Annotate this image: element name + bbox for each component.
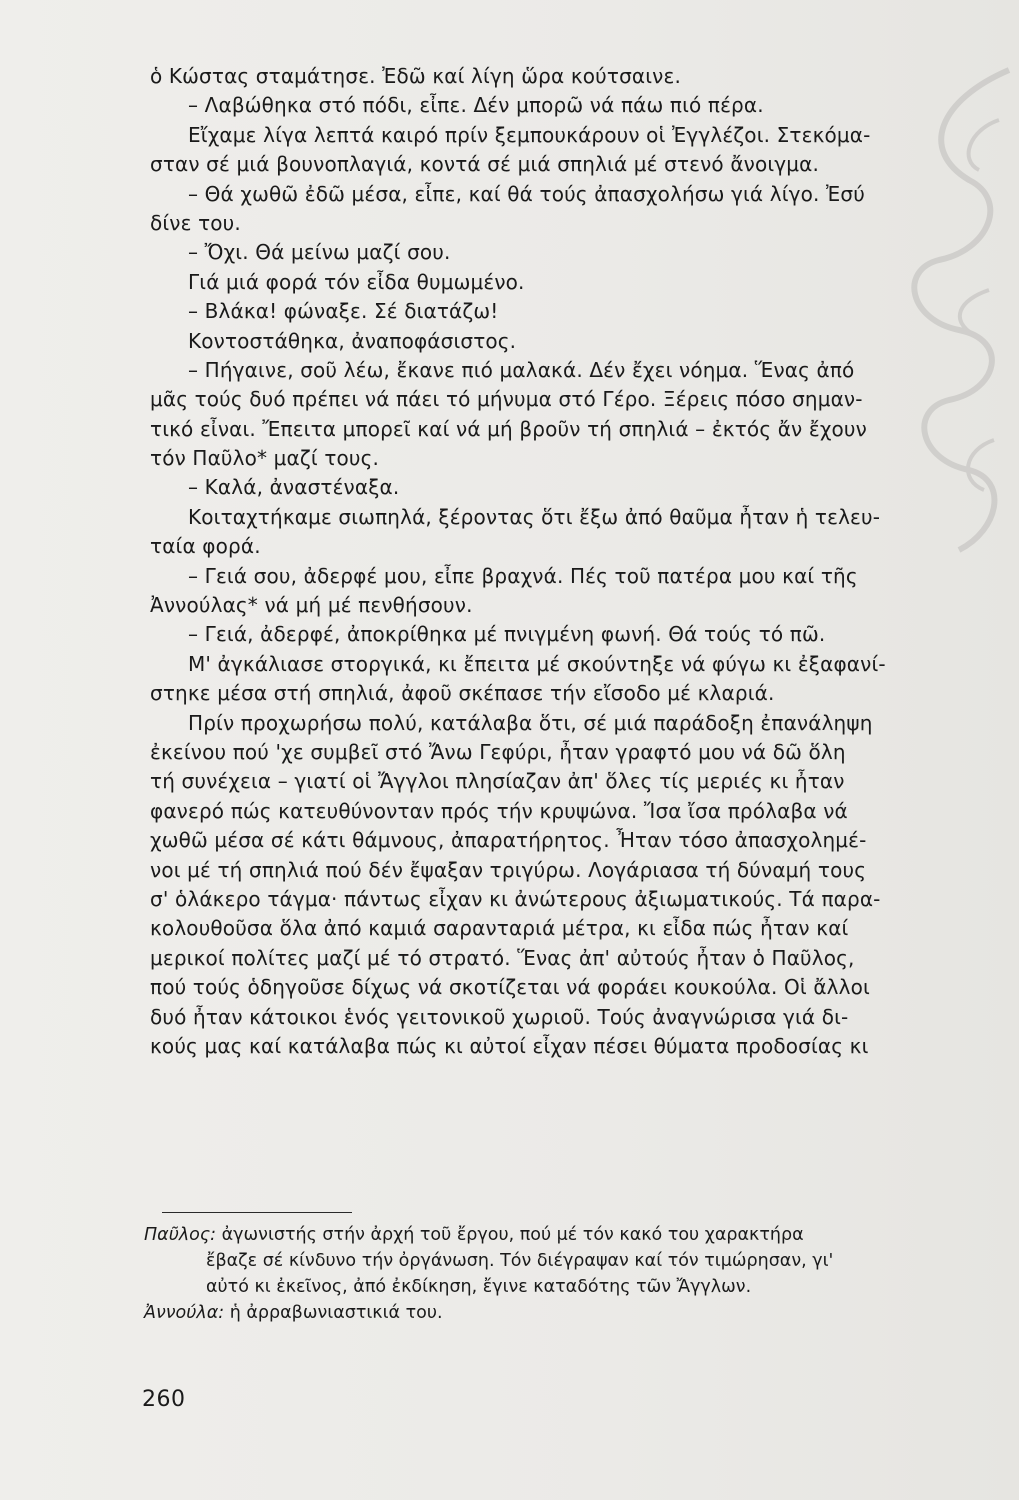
text-line: δίνε του. [150,210,241,235]
text-line: χωθῶ μέσα σέ κάτι θάμνους, ἀπαρατήρητος. Ἦταν τόσο ἀπασχολημέ- [150,828,867,853]
text-line: νοι μέ τή σπηλιά πού δέν ἔψαξαν τριγύρω. Λογάριασα τή δύναμή τους [150,857,867,882]
text-line: κολουθοῦσα ὅλα ἀπό καμιά σαρανταριά μέτρα, κι εἶδα πώς ἦταν καί [150,916,849,941]
text-line: Κοντοστάθηκα, ἀναποφάσιστος. [188,328,517,353]
footnote-annoula [144,1300,994,1326]
text-line: – Θά χωθῶ ἐδῶ μέσα, εἶπε, καί θά τούς ἀπασχολήσω γιά λίγο. Ἐσύ [188,181,865,206]
footnote-text: ἀγωνιστής στήν ἀρχή τοῦ ἔργου, πού μέ τόν κακό του χαρακτήρα [221,1225,804,1245]
text-line: – Καλά, ἀναστέναξα. [188,475,400,500]
text-line: Πρίν προχωρήσω πολύ, κατάλαβα ὅτι, σέ μιά παράδοξη ἐπανάληψη [188,710,873,735]
footnotes [144,1222,994,1326]
text-line: στηκε μέσα στή σπηλιά, ἀφοῦ σκέπασε τήν εἴσοδο μέ κλαριά. [150,681,775,706]
footnote-term: Παῦλος: [144,1225,217,1245]
text-line: πού τούς ὁδηγοῦσε δίχως νά σκοτίζεται νά φοράει κουκούλα. Οἱ ἄλλοι [150,975,870,1000]
text-line: ἐκείνου πού 'χε συμβεῖ στό Ἄνω Γεφύρι, ἦταν γραφτό μου νά δῶ ὅλη [150,739,846,764]
text-line: φανερό πώς κατευθύνονταν πρός τήν κρυψώνα. Ἴσα ἴσα πρόλαβα νά [150,798,848,823]
text-line: – Πήγαινε, σοῦ λέω, ἔκανε πιό μαλακά. Δέν ἔχει νόημα. Ἕνας ἀπό [188,357,855,382]
text-line: μᾶς τούς δυό πρέπει νά πάει τό μήνυμα στό Γέρο. Ξέρεις πόσο σημαν- [150,387,863,412]
text-line: – Βλάκα! φώναξε. Σέ διατάζω! [188,299,499,324]
text-line: σταν σέ μιά βουνοπλαγιά, κοντά σέ μιά σπηλιά μέ στενό ἄνοιγμα. [150,152,819,177]
text-line: – Ὄχι. Θά μείνω μαζί σου. [188,240,451,265]
footnote-divider [162,1212,352,1213]
text-line: σ' ὁλάκερο τάγμα· πάντως εἶχαν κι ἀνώτερους ἀξιωματικούς. Τά παρα- [150,886,881,911]
text-line: τή συνέχεια – γιατί οἱ Ἄγγλοι πλησίαζαν ἀπ' ὅλες τίς μεριές κι ἦταν [150,769,845,794]
text-line: Μ' ἀγκάλιασε στοργικά, κι ἔπειτα μέ σκούντηξε νά φύγω κι ἐξαφανί- [188,651,886,676]
page-number: 260 [142,1387,186,1412]
text-line: ταία φορά. [150,534,261,559]
text-line: τόν Παῦλο* μαζί τους. [150,446,380,471]
text-line: Κοιταχτήκαμε σιωπηλά, ξέροντας ὅτι ἔξω ἀπό θαῦμα ἦταν ἡ τελευ- [188,504,881,529]
text-line: δυό ἦταν κάτοικοι ἑνός γειτονικοῦ χωριοῦ. Τούς ἀναγνώρισα γιά δι- [150,1004,849,1029]
text-line: – Λαβώθηκα στό πόδι, εἶπε. Δέν μπορῶ νά πάω πιό πέρα. [188,93,764,118]
text-line: – Γειά, ἀδερφέ, ἀποκρίθηκα μέ πνιγμένη φωνή. Θά τούς τό πῶ. [188,622,826,647]
footnote-text: ἡ ἀρραβωνιαστικιά του. [229,1303,443,1323]
text-line: – Γειά σου, ἀδερφέ μου, εἶπε βραχνά. Πές τοῦ πατέρα μου καί τῆς [188,563,858,588]
text-line: Εἴχαμε λίγα λεπτά καιρό πρίν ξεμπουκάρουν οἱ Ἐγγλέζοι. Στεκόμα- [188,122,871,147]
text-line: ὁ Κώστας σταμάτησε. Ἐδῶ καί λίγη ὥρα κούτσαινε. [150,64,681,88]
footnote-paulos [144,1222,994,1248]
text-line: τικό εἶναι. Ἔπειτα μπορεῖ καί νά μή βροῦν τή σπηλιά – ἐκτός ἄν ἔχουν [150,416,867,441]
text-line: κούς μας καί κατάλαβα πώς κι αὐτοί εἶχαν πέσει θύματα προδοσίας κι [150,1033,869,1058]
text-line: Γιά μιά φορά τόν εἶδα θυμωμένο. [188,269,525,294]
text-line: Ἀννούλας* νά μή μέ πενθήσουν. [150,593,473,618]
footnote-term: Ἀννούλα: [144,1303,225,1323]
footnote-text: ἔβαζε σέ κίνδυνο τήν ὀργάνωση. Τόν διέγραψαν καί τόν τιμώρησαν, γι' [206,1251,834,1271]
text-line: μερικοί πολίτες μαζί μέ τό στρατό. Ἕνας ἀπ' αὐτούς ἦταν ὁ Παῦλος, [150,945,855,970]
footnote-text: αὐτό κι ἐκεῖνος, ἀπό ἐκδίκηση, ἔγινε καταδότης τῶν Ἄγγλων. [206,1277,752,1297]
body-text [150,62,992,1061]
